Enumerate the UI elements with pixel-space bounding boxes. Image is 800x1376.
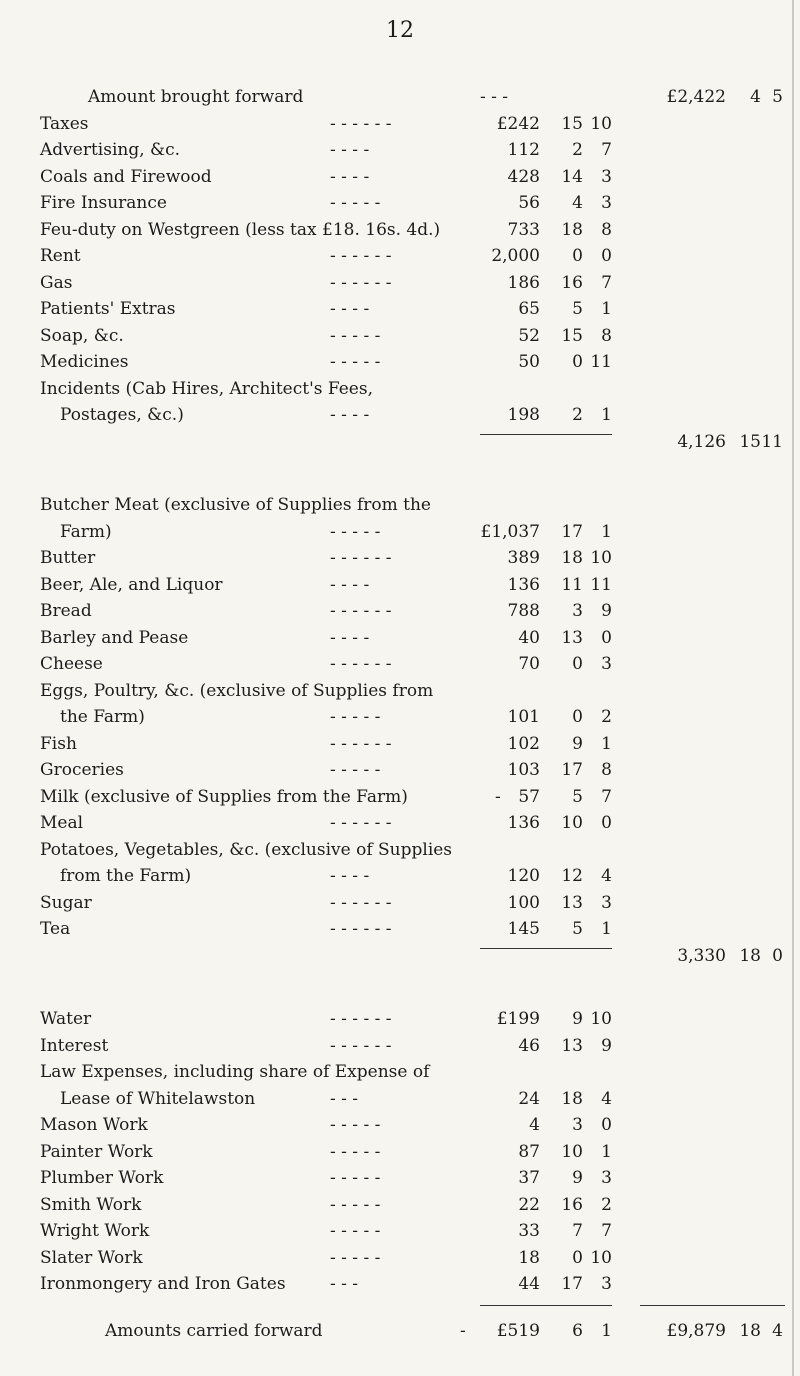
amount-pounds: 136: [507, 574, 540, 595]
row-label: Rent: [40, 246, 81, 266]
amount-pence: 10: [590, 1247, 612, 1268]
row-label: Beer, Ale, and Liquor: [40, 574, 223, 595]
amount-pounds: 87: [518, 1141, 540, 1162]
amount-shillings: 0: [572, 707, 583, 728]
amount-pence: 1: [601, 521, 612, 542]
amount-pence: 1: [601, 733, 612, 754]
amount-pounds: 198: [507, 405, 540, 425]
amount-shillings: 3: [572, 601, 583, 622]
leader-dashes: - - - - -: [330, 707, 381, 728]
row-label: Butter: [40, 548, 96, 569]
amount-pence: 0: [601, 627, 612, 648]
amount-pence: 7: [601, 786, 612, 807]
leader-dashes: - - - - - -: [330, 113, 392, 134]
amount-pounds: 56: [518, 193, 540, 213]
leader-dashes: - - -: [480, 87, 509, 107]
section-total-shillings: 15: [739, 431, 761, 452]
amount-pence: 8: [601, 325, 612, 346]
carried-forward-pence: 1: [601, 1320, 612, 1341]
amount-pence: 0: [601, 246, 612, 266]
amount-shillings: 0: [572, 352, 583, 372]
leader-dashes: - - -: [330, 1088, 359, 1109]
leader-dashes: - - - - -: [330, 760, 381, 781]
leader-dashes: - - -: [330, 1274, 359, 1295]
amount-shillings: 13: [561, 1035, 583, 1056]
leader-dashes: - - - - - -: [330, 601, 392, 622]
section-total-pounds: 4,126: [677, 431, 726, 452]
amount-pence: 10: [590, 113, 612, 134]
amount-pounds: £1,037: [480, 521, 540, 542]
leader-dashes: - - - - - -: [330, 919, 392, 940]
amount-pounds: 65: [518, 299, 540, 319]
leader-dashes: - - - - - -: [330, 272, 392, 293]
carried-forward-total-pence: 4: [772, 1320, 783, 1341]
leader-dashes: - - - - - -: [330, 1009, 392, 1030]
amount-shillings: 0: [572, 246, 583, 266]
amount-pounds: 120: [507, 866, 540, 887]
amount-pounds: 46: [518, 1035, 540, 1056]
carried-forward-pounds: £519: [496, 1320, 540, 1341]
amount-pounds: 2,000: [491, 246, 540, 266]
amount-shillings: 9: [572, 733, 583, 754]
amount-pence: 3: [601, 193, 612, 213]
amount-pence: 9: [601, 1035, 612, 1056]
row-label: Tea: [40, 919, 71, 940]
amount-pounds: 40: [518, 627, 540, 648]
row-label: Cheese: [40, 654, 103, 675]
amount-pounds: 100: [507, 892, 540, 913]
row-label: Incidents (Cab Hires, Architect's Fees,: [40, 378, 373, 399]
leader-dashes: - - - - -: [330, 1141, 381, 1162]
amount-pence: 3: [601, 1168, 612, 1189]
row-label: Milk (exclusive of Supplies from the Farm): [40, 786, 408, 807]
amount-pence: 0: [601, 813, 612, 834]
brought-forward-label: Amount brought forward: [88, 87, 304, 107]
amount-pounds: 52: [518, 325, 540, 346]
amount-pounds: 103: [507, 760, 540, 781]
amount-pence: 8: [601, 760, 612, 781]
row-label: Taxes: [40, 113, 89, 134]
amount-shillings: 12: [561, 866, 583, 887]
amount-shillings: 13: [561, 892, 583, 913]
amount-pounds: £199: [496, 1009, 540, 1030]
amount-pounds: 4: [529, 1115, 540, 1136]
leader-dashes: - - - - -: [330, 352, 381, 372]
row-label: Postages, &c.): [60, 405, 184, 425]
row-label: Feu-duty on Westgreen (less tax £18. 16s. 4d.): [40, 219, 441, 240]
row-label: Patients' Extras: [40, 299, 176, 319]
section-total-pence: 0: [772, 945, 783, 966]
amount-pence: 1: [601, 405, 612, 425]
amount-shillings: 16: [561, 1194, 583, 1215]
row-label: Ironmongery and Iron Gates: [40, 1274, 286, 1295]
leader-dashes: - - - - - -: [330, 654, 392, 675]
amount-shillings: 17: [561, 1274, 583, 1295]
amount-shillings: 15: [561, 325, 583, 346]
amount-pence: 10: [590, 548, 612, 569]
amount-pence: 3: [601, 654, 612, 675]
row-label: Potatoes, Vegetables, &c. (exclusive of Supplies: [40, 839, 453, 860]
row-label: Groceries: [40, 760, 124, 781]
leader-dashes: - - - - -: [330, 193, 381, 213]
row-label: Gas: [40, 272, 73, 293]
amount-pounds: 37: [518, 1168, 540, 1189]
amount-pounds: 186: [507, 272, 540, 293]
brought-forward-pence: 5: [772, 87, 783, 107]
amount-shillings: 5: [572, 786, 583, 807]
leader-dashes: - - - -: [330, 627, 370, 648]
leader-dashes: - - - -: [330, 866, 370, 887]
amount-pence: 11: [590, 574, 612, 595]
amount-shillings: 9: [572, 1009, 583, 1030]
amount-shillings: 10: [561, 813, 583, 834]
section-total-pounds: 3,330: [677, 945, 726, 966]
amount-pence: 4: [601, 1088, 612, 1109]
amount-shillings: 13: [561, 627, 583, 648]
amount-shillings: 0: [572, 1247, 583, 1268]
amount-pence: 11: [590, 352, 612, 372]
leader-dashes: - - - - - -: [330, 1035, 392, 1056]
amount-pence: 1: [601, 919, 612, 940]
amount-pounds: £242: [496, 113, 540, 134]
amount-pence: 8: [601, 219, 612, 240]
amount-pence: 2: [601, 707, 612, 728]
amount-pounds: 33: [518, 1221, 540, 1242]
amount-shillings: 14: [561, 166, 583, 187]
amount-pounds: 18: [518, 1247, 540, 1268]
row-label: Barley and Pease: [40, 627, 189, 648]
subtotal-rule: [480, 948, 612, 949]
amount-pence: 0: [601, 1115, 612, 1136]
carried-forward-total-shillings: 18: [739, 1320, 761, 1341]
amount-pence: 3: [601, 892, 612, 913]
brought-forward-shillings: 4: [750, 87, 761, 107]
leader-dashes: - - - - - -: [330, 733, 392, 754]
leader-dashes: - - - -: [330, 166, 370, 187]
leader-dashes: - - - -: [330, 299, 370, 319]
amount-pounds: 44: [518, 1274, 540, 1295]
row-label: Fire Insurance: [40, 193, 167, 213]
amount-shillings: 17: [561, 521, 583, 542]
leader-dashes: - - - - - -: [330, 892, 392, 913]
leader-dashes: - - - - -: [330, 325, 381, 346]
amount-pence: 7: [601, 140, 612, 160]
row-label: Water: [40, 1009, 92, 1030]
row-label: Mason Work: [40, 1115, 148, 1136]
carried-forward-shillings: 6: [572, 1320, 583, 1341]
leader-dashes: - - - -: [330, 140, 370, 160]
amount-shillings: 18: [561, 548, 583, 569]
subtotal-rule: [480, 434, 612, 435]
amount-pence: 9: [601, 601, 612, 622]
amount-pounds: 112: [507, 140, 540, 160]
leader-dashes: -: [460, 1320, 466, 1341]
amount-pence: 1: [601, 299, 612, 319]
amount-pounds: 24: [518, 1088, 540, 1109]
amount-shillings: 9: [572, 1168, 583, 1189]
amount-pounds: 428: [507, 166, 540, 187]
amount-pence: 7: [601, 1221, 612, 1242]
row-label: Soap, &c.: [40, 325, 124, 346]
leader-dashes: - - - - -: [330, 1221, 381, 1242]
amount-pounds: 733: [507, 219, 540, 240]
amount-shillings: 18: [561, 1088, 583, 1109]
amount-shillings: 4: [572, 193, 583, 213]
leader-dashes: - - - -: [330, 574, 370, 595]
leader-dashes: - - - - -: [330, 1168, 381, 1189]
amount-pounds: 389: [507, 548, 540, 569]
amount-pence: 3: [601, 1274, 612, 1295]
amount-shillings: 17: [561, 760, 583, 781]
amount-pounds: 788: [507, 601, 540, 622]
amount-pence: 3: [601, 166, 612, 187]
amount-shillings: 5: [572, 299, 583, 319]
amount-shillings: 16: [561, 272, 583, 293]
amount-pounds: 70: [518, 654, 540, 675]
row-label: Painter Work: [40, 1141, 153, 1162]
row-label: Plumber Work: [40, 1168, 164, 1189]
amount-pounds: 101: [507, 707, 540, 728]
amount-pounds: 50: [518, 352, 540, 372]
row-label: Interest: [40, 1035, 109, 1056]
amount-shillings: 15: [561, 113, 583, 134]
amount-pence: 7: [601, 272, 612, 293]
subtotal-rule: [480, 1305, 612, 1306]
amount-pence: 2: [601, 1194, 612, 1215]
amount-pounds: 102: [507, 733, 540, 754]
row-label: Lease of Whitelawston: [60, 1088, 256, 1109]
row-label: from the Farm): [60, 866, 192, 887]
page-number: 12: [386, 18, 414, 43]
row-label: Butcher Meat (exclusive of Supplies from the: [40, 495, 431, 516]
carried-forward-total-pounds: £9,879: [666, 1320, 726, 1341]
amount-pence: 10: [590, 1009, 612, 1030]
brought-forward-pounds: £2,422: [666, 87, 726, 107]
row-label: Slater Work: [40, 1247, 143, 1268]
row-label: Advertising, &c.: [40, 140, 181, 160]
amount-shillings: 3: [572, 1115, 583, 1136]
leader-dashes: - - - - -: [330, 1115, 381, 1136]
section-total-pence: 11: [761, 431, 783, 452]
amount-pounds: 57: [518, 786, 540, 807]
leader-dashes: - - - - - -: [330, 246, 392, 266]
carried-forward-label: Amounts carried forward: [105, 1320, 323, 1341]
amount-shillings: 11: [561, 574, 583, 595]
row-label: the Farm): [60, 707, 145, 728]
row-label: Farm): [60, 521, 112, 542]
amount-shillings: 10: [561, 1141, 583, 1162]
leader-dashes: - - - - -: [330, 1194, 381, 1215]
row-label: Meal: [40, 813, 84, 834]
row-label: Medicines: [40, 352, 129, 372]
amount-shillings: 5: [572, 919, 583, 940]
amount-shillings: 2: [572, 140, 583, 160]
amount-pounds: 22: [518, 1194, 540, 1215]
leader-dashes: - - - - - -: [330, 548, 392, 569]
row-label: Eggs, Poultry, &c. (exclusive of Supplies from: [40, 680, 434, 701]
amount-pounds: 136: [507, 813, 540, 834]
row-label: Sugar: [40, 892, 92, 913]
row-label: Smith Work: [40, 1194, 142, 1215]
row-label: Bread: [40, 601, 92, 622]
amount-shillings: 7: [572, 1221, 583, 1242]
subtotal-rule: [640, 1305, 785, 1306]
leader-dashes: - - - - - -: [330, 813, 392, 834]
amount-shillings: 18: [561, 219, 583, 240]
leader-dashes: - - - - -: [330, 1247, 381, 1268]
row-label: Fish: [40, 733, 77, 754]
row-label: Coals and Firewood: [40, 166, 212, 187]
leader-dashes: - - - -: [330, 405, 370, 425]
amount-pence: 1: [601, 1141, 612, 1162]
amount-shillings: 2: [572, 405, 583, 425]
amount-shillings: 0: [572, 654, 583, 675]
row-label: Law Expenses, including share of Expense of: [40, 1062, 430, 1083]
leader-dashes: -: [495, 786, 501, 807]
amount-pounds: 145: [507, 919, 540, 940]
row-label: Wright Work: [40, 1221, 150, 1242]
amount-pence: 4: [601, 866, 612, 887]
section-total-shillings: 18: [739, 945, 761, 966]
page-edge: [792, 0, 794, 1376]
leader-dashes: - - - - -: [330, 521, 381, 542]
